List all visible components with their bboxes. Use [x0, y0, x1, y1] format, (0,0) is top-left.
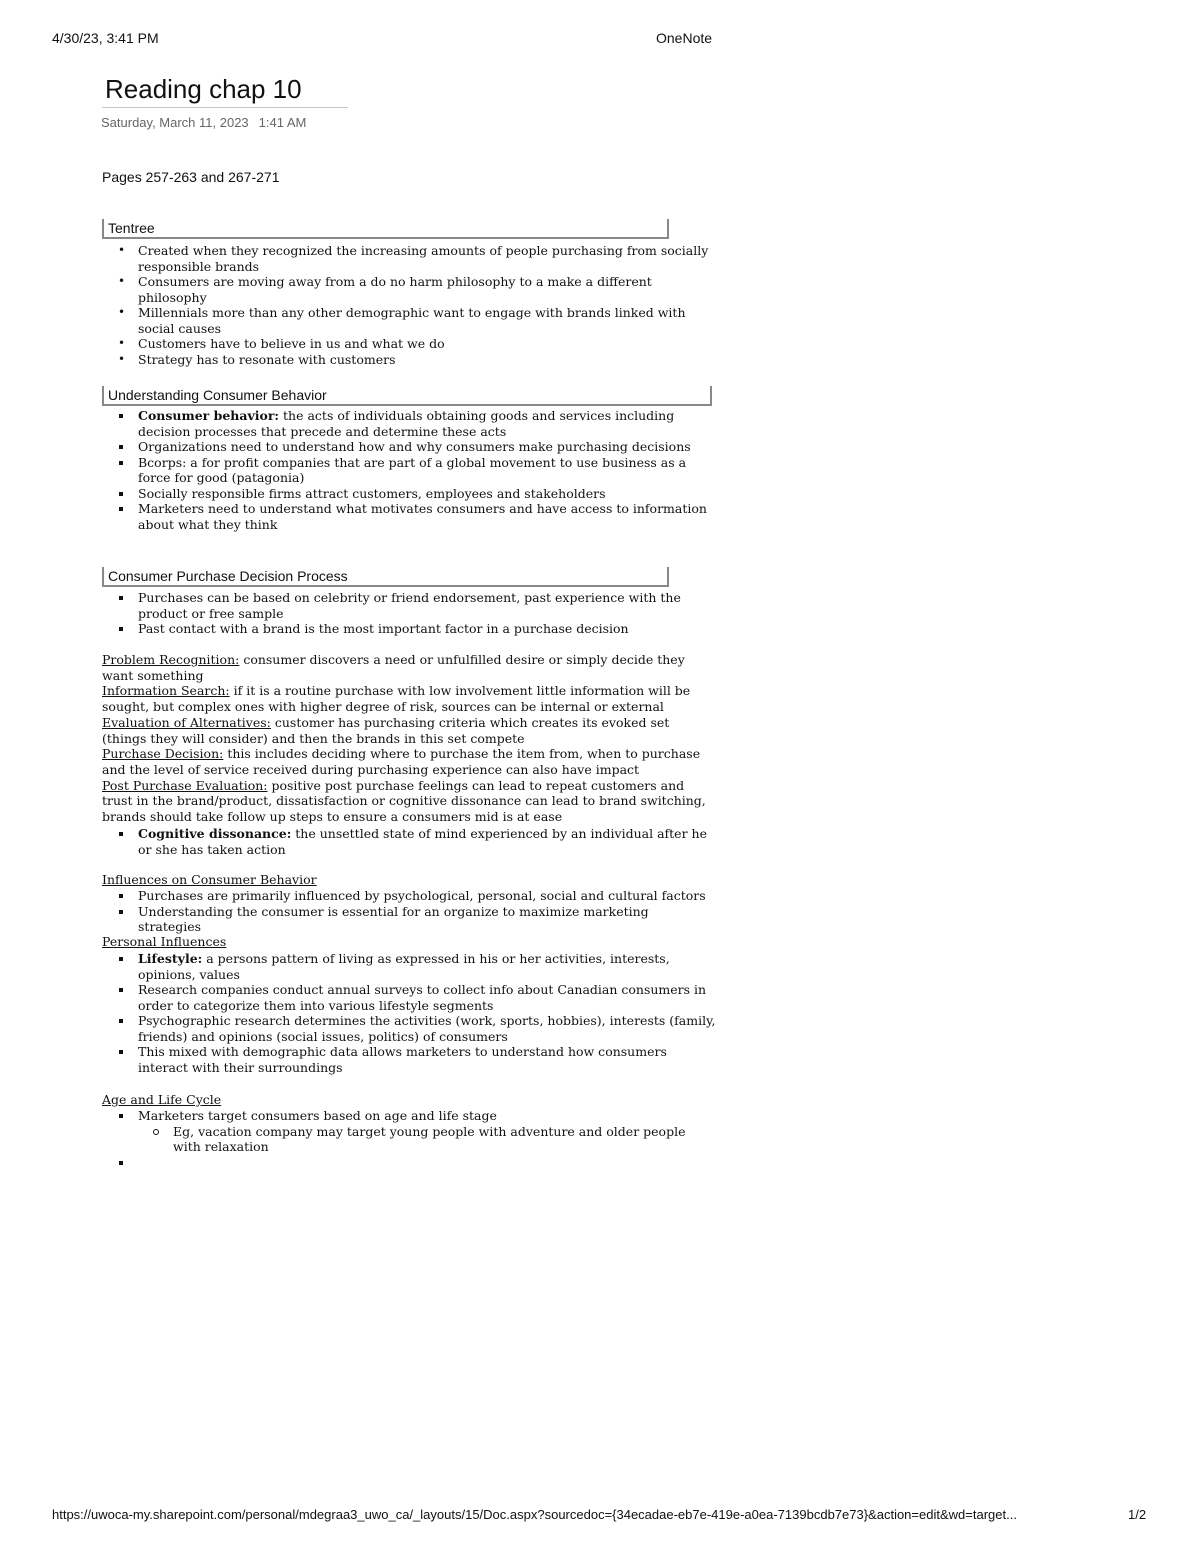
list-item[interactable]: Bcorps: a for profit companies that are part of a global movement to use business as a force for good (patagonia): [102, 455, 717, 486]
print-datetime: 4/30/23, 3:41 PM: [52, 30, 159, 46]
square-bullet-icon: [119, 894, 123, 898]
list-item[interactable]: Past contact with a brand is the most important factor in a purchase decision: [102, 621, 714, 637]
square-bullet-icon: [119, 1019, 123, 1023]
decision-step[interactable]: Evaluation of Alternatives: customer has purchasing criteria which creates its evoked set (things they will consider) and then the brands in this set compete: [102, 714, 670, 746]
age-life-cycle-heading[interactable]: Age and Life Cycle: [102, 1092, 222, 1107]
list-item[interactable]: Cognitive dissonance: the unsettled state of mind experienced by an individual after he or she has taken action: [102, 826, 714, 857]
bullet-icon: •: [118, 274, 126, 288]
section-heading-tentree[interactable]: Tentree: [102, 219, 669, 239]
list-item[interactable]: • Created when they recognized the increasing amounts of people purchasing from socially responsible brands: [118, 243, 709, 274]
list-item[interactable]: Purchases can be based on celebrity or friend endorsement, past experience with the product or free sample: [102, 590, 714, 621]
list-item[interactable]: Organizations need to understand how and why consumers make purchasing decisions: [102, 439, 717, 455]
list-item-empty[interactable]: [102, 1155, 717, 1171]
influences-list: [102, 888, 714, 935]
age-life-cycle-list: [102, 1108, 717, 1170]
list-item[interactable]: Purchases are primarily influenced by psychological, personal, social and cultural factors: [102, 888, 714, 904]
decision-steps: [102, 652, 714, 825]
square-bullet-icon: [119, 596, 123, 600]
decision-step[interactable]: Information Search: if it is a routine purchase with low involvement little information will be sought, but complex ones with higher degree of risk, sources can be internal or external: [102, 683, 691, 715]
print-app-name: OneNote: [656, 30, 713, 46]
personal-influences-list: [102, 951, 717, 1075]
square-bullet-icon: [119, 1050, 123, 1054]
bullet-icon: •: [118, 305, 126, 319]
square-bullet-icon: [119, 492, 123, 496]
list-item[interactable]: Research companies conduct annual surveys to collect info about Canadian consumers in order to categorize them into various lifestyle segments: [102, 982, 717, 1013]
tentree-list: [102, 243, 714, 367]
section-heading-understanding[interactable]: Understanding Consumer Behavior: [102, 386, 712, 406]
square-bullet-icon: [119, 957, 123, 961]
list-item[interactable]: Understanding the consumer is essential for an organize to maximize marketing strategies: [102, 904, 714, 935]
square-bullet-icon: [119, 1161, 123, 1165]
list-sub-item[interactable]: Eg, vacation company may target young people with adventure and older people with relaxation: [102, 1124, 717, 1155]
understanding-list: [102, 408, 717, 532]
influences-heading[interactable]: Influences on Consumer Behavior: [102, 872, 317, 887]
square-bullet-icon: [119, 832, 123, 836]
square-bullet-icon: [119, 988, 123, 992]
list-item[interactable]: Socially responsible firms attract customers, employees and stakeholders: [102, 486, 717, 502]
list-item[interactable]: • Customers have to believe in us and what we do: [118, 336, 445, 351]
list-item[interactable]: Consumer behavior: the acts of individuals obtaining goods and services including decision processes that precede and determine these acts: [102, 408, 717, 439]
page-date-time: 1:41 AM: [258, 115, 307, 130]
list-item[interactable]: Lifestyle: a persons pattern of living as expressed in his or her activities, interests, opinions, values: [102, 951, 717, 982]
list-item[interactable]: Marketers target consumers based on age and life stage: [102, 1108, 717, 1124]
personal-influences-heading[interactable]: Personal Influences: [102, 934, 227, 949]
bullet-icon: •: [118, 351, 126, 366]
footer-url: https://uwoca-my.sharepoint.com/personal/mdegraa3_uwo_ca/_layouts/15/Doc.aspx?sourcedoc={34ecadae-eb7e-419e-a0ea-7139bcdb7e73}&action=edit&wd=target...: [52, 1507, 1017, 1522]
page-date-day: Saturday, March 11, 2023: [101, 115, 249, 130]
square-bullet-icon: [119, 445, 123, 449]
section-heading-decision-process[interactable]: Consumer Purchase Decision Process: [102, 567, 669, 587]
circle-bullet-icon: [153, 1129, 159, 1135]
footer-page-number: 1/2: [1128, 1507, 1147, 1522]
square-bullet-icon: [119, 910, 123, 914]
list-item[interactable]: Marketers need to understand what motivates consumers and have access to information about what they think: [102, 501, 717, 532]
square-bullet-icon: [119, 461, 123, 465]
square-bullet-icon: [119, 507, 123, 511]
dissonance-list: [102, 826, 714, 857]
list-item[interactable]: • Millennials more than any other demographic want to engage with brands linked with social causes: [118, 305, 686, 336]
square-bullet-icon: [119, 1114, 123, 1118]
decision-step[interactable]: Problem Recognition: consumer discovers a need or unfulfilled desire or simply decide they want something: [102, 652, 685, 683]
list-item[interactable]: • Consumers are moving away from a do no harm philosophy to a make a different philosophy: [118, 274, 652, 305]
decision-process-list: [102, 590, 714, 637]
list-item[interactable]: This mixed with demographic data allows marketers to understand how consumers interact with their surroundings: [102, 1044, 717, 1075]
decision-step[interactable]: Post Purchase Evaluation: positive post purchase feelings can lead to repeat customers and trust in the brand/product, dissatisfaction or cognitive dissonance can lead to brand switching, brands should take follow up steps to ensure a consumers mid is at ease: [102, 777, 706, 825]
list-item[interactable]: Psychographic research determines the activities (work, sports, hobbies), interests (family, friends) and opinions (social issues, politics) of consumers: [102, 1013, 717, 1044]
decision-step[interactable]: Purchase Decision: this includes deciding where to purchase the item from, when to purchase and the level of service received during purchasing experience can also have impact: [102, 746, 701, 777]
bullet-icon: •: [118, 243, 126, 257]
pages-line[interactable]: Pages 257-263 and 267-271: [102, 169, 280, 185]
page-title[interactable]: Reading chap 10: [105, 74, 302, 104]
page-date: [101, 115, 306, 130]
square-bullet-icon: [119, 414, 123, 418]
square-bullet-icon: [119, 627, 123, 631]
page-title-container: [102, 74, 348, 108]
list-item[interactable]: • Strategy has to resonate with customers: [118, 351, 396, 367]
bullet-icon: •: [118, 336, 126, 350]
